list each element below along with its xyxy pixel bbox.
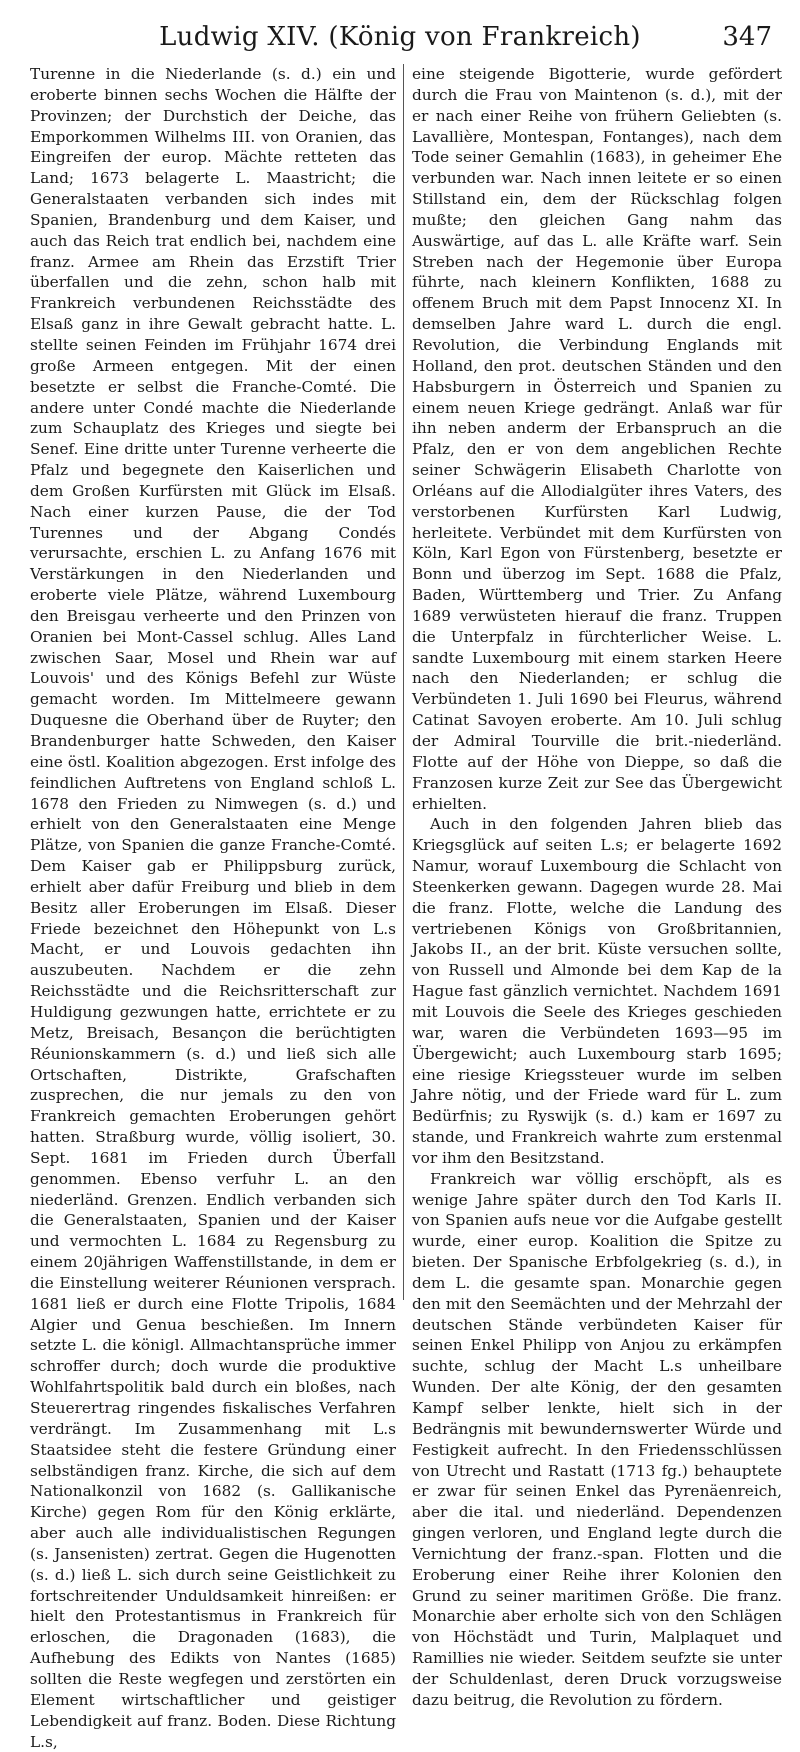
- page-number: 347: [722, 22, 772, 52]
- running-head: Ludwig XIV. (König von Frankreich): [159, 22, 641, 52]
- paragraph-left-1: Turenne in die Niederlande (s. d.) ein und eroberte binnen sechs Wochen die Hälfte der Provinzen; der Durchstich der Deiche, das Emporkommen Wilhelms III. von Oranien, das Eingreifen der europ. Mächte retteten das Land; 1673 belagerte L. Maastricht; die Generalstaaten verbanden sich indes mit Spanien, Brandenburg und dem Kaiser, und auch das Reich trat endlich bei, nachdem eine franz. Armee am Rhein das Erzstift Trier überfallen und die zehn, schon halb mit Frankreich verbundenen Reichsstädte des Elsaß ganz in ihre Gewalt gebracht hatte. L. stellte seinen Feinden im Frühjahr 1674 drei große Armeen entgegen. Mit der einen besetzte er selbst die Franche-Comté. Die andere unter Condé machte die Niederlande zum Schauplatz des Krieges und siegte bei Senef. Eine dritte unter Turenne verheerte die Pfalz und begegnete den Kaiserlichen und dem Großen Kurfürsten mit Glück im Elsaß. Nach einer kurzen Pause, die der Tod Turennes und der Abgang Condés verursachte, erschien L. zu Anfang 1676 mit Verstärkungen in den Niederlanden und eroberte viele Plätze, während Luxembourg den Breisgau verheerte und den Prinzen von Oranien bei Mont-Cassel schlug. Alles Land zwischen Saar, Mosel und Rhein war auf Louvois' und des Königs Befehl zur Wüste gemacht worden. Im Mittelmeere gewann Duquesne die Oberhand über de Ruyter; den Brandenburger hatte Schweden, den Kaiser eine östl. Koalition abgezogen. Erst infolge des feindlichen Auftretens von England schloß L. 1678 den Frieden zu Nimwegen (s. d.) und erhielt von den Generalstaaten eine Menge Plätze, von Spanien die ganze Franche-Comté. Dem Kaiser gab er Philippsburg zurück, erhielt aber dafür Freiburg und blieb in dem Besitz aller Eroberungen im Elsaß. Dieser Friede bezeichnet den Höhepunkt von L.s Macht, er und Louvois gedachten ihn auszubeuten. Nachdem er die zehn Reichsstädte und die Reichsritterschaft zur Huldigung gezwungen hatte, errichtete er zu Metz, Breisach, Besançon die berüchtigten Réunionskammern (s. d.) und ließ sich alle Ortschaften, Distrikte, Grafschaften zusprechen, die nur jemals zu den von Frankreich gemachten Eroberungen gehört hatten. Straßburg wurde, völlig isoliert, 30. Sept. 1681 im Frieden durch Überfall genommen. Ebenso verfuhr L. an den niederländ. Grenzen. Endlich verbanden sich die Generalstaaten, Spanien und der Kaiser und vermochten L. 1684 zu Regensburg zu einem 20jährigen Waffenstillstande, in dem er die Einstellung weiterer Réunionen versprach. 1681 ließ er durch eine Flotte Tripolis, 1684 Algier und Genua beschießen. Im Innern setzte L. die königl. Allmachtansprüche immer schroffer durch; doch wurde die produktive Wohlfahrtspolitik bald durch ein bloßes, nach Steuerertrag ringendes fiskalisches Verfahren verdrängt. Im Zusammenhang mit L.s Staatsidee steht die festere Gründung einer selbständigen franz. Kirche, die sich auf dem Nationalkonzil von 1682 (s. Gallikanische Kirche) gegen Rom für den König erklärte, aber auch alle individualistischen Regungen (s. Jansenisten) zertrat. Gegen die Hugenotten (s. d.) ließ L. sich durch seine Geistlichkeit zu fortschreitender Unduldsamkeit hinreißen: er hielt den Protestantismus in Frankreich für erloschen, die Dragonaden (1683), die Aufhebung des Edikts von Nantes (1685) sollten die Reste wegfegen und zerstörten ein Element wirtschaftlicher und geistiger Lebendigkeit auf franz. Boden. Diese Richtung L.s,: [30, 65, 396, 1751]
- paragraph-right-1: eine steigende Bigotterie, wurde gefördert durch die Frau von Maintenon (s. d.), mit der er nach einer Reihe von frühern Geliebten (s. Lavallière, Montespan, Fontanges), nach dem Tode seiner Gemahlin (1683), in geheimer Ehe verbunden war. Nach innen leitete er so einen Stillstand ein, dem der Rückschlag folgen mußte; den gleichen Gang nahm das Auswärtige, auf das L. alle Kräfte warf. Sein Streben nach der Hegemonie über Europa führte, nach kleinern Konflikten, 1688 zu offenem Bruch mit dem Papst Innocenz XI. In demselben Jahre ward L. durch die engl. Revolution, die Verbindung Englands mit Holland, den prot. deutschen Ständen und den Habsburgern in Österreich und Spanien zu einem neuen Kriege gedrängt. Anlaß war für ihn neben anderm der Erbanspruch an die Pfalz, den er von dem angeblichen Rechte seiner Schwägerin Elisabeth Charlotte von Orléans auf die Allodialgüter ihres Vaters, des verstorbenen Kurfürsten Karl Ludwig, herleitete. Verbündet mit dem Kurfürsten von Köln, Karl Egon von Fürstenberg, besetzte er Bonn und überzog im Sept. 1688 die Pfalz, Baden, Württemberg und Trier. Zu Anfang 1689 verwüsteten hierauf die franz. Truppen die Unterpfalz in fürchterlicher Weise. L. sandte Luxembourg mit einem starken Heere nach den Niederlanden; er schlug die Verbündeten 1. Juli 1690 bei Fleurus, während Catinat Savoyen eroberte. Am 10. Juli schlug der Admiral Tourville die brit.-niederländ. Flotte auf der Höhe von Dieppe, so daß die Franzosen kurze Zeit zur See das Übergewicht erhielten.: [412, 65, 782, 813]
- right-column: [412, 64, 782, 1709]
- column-divider: [403, 64, 404, 1300]
- page-header: [0, 16, 800, 56]
- paragraph-right-2: Auch in den folgenden Jahren blieb das Kriegsglück auf seiten L.s; er belagerte 1692 Namur, worauf Luxembourg die Schlacht von Steenkerken gewann. Dagegen wurde 28. Mai die franz. Flotte, welche die Landung des vertriebenen Königs von Großbritannien, Jakobs II., an der brit. Küste versuchen sollte, von Russell und Almonde bei dem Kap de la Hague fast gänzlich vernichtet. Nachdem 1691 mit Louvois die Seele des Krieges geschieden war, waren die Verbündeten 1693—95 im Übergewicht; auch Luxembourg starb 1695; eine riesige Kriegssteuer wurde im selben Jahre nötig, und der Friede ward für L. zum Bedürfnis; zu Ryswijk (s. d.) kam er 1697 zu stande, und Frankreich wahrte zum erstenmal vor ihm den Besitzstand.: [412, 815, 782, 1167]
- left-column: [30, 64, 396, 1751]
- paragraph-right-3: Frankreich war völlig erschöpft, als es wenige Jahre später durch den Tod Karls II. von Spanien aufs neue vor die Aufgabe gestellt wurde, einer europ. Koalition die Spitze zu bieten. Der Spanische Erbfolgekrieg (s. d.), in dem L. die gesamte span. Monarchie gegen den mit den Seemächten und der Mehrzahl der deutschen Stände verbündeten Kaiser für seinen Enkel Philipp von Anjou zu erkämpfen suchte, schlug der Macht L.s unheilbare Wunden. Der alte König, der den gesamten Kampf selber lenkte, hielt sich in der Bedrängnis mit bewundernswerter Würde und Festigkeit aufrecht. In den Friedensschlüssen von Utrecht und Rastatt (1713 fg.) behauptete er zwar für seinen Enkel das Pyrenäenreich, aber die ital. und niederländ. Dependenzen gingen verloren, und England legte durch die Vernichtung der franz.-span. Flotten und die Eroberung einer Reihe ihrer Kolonien den Grund zu seiner maritimen Größe. Die franz. Monarchie aber erholte sich von den Schlägen von Höchstädt und Turin, Malplaquet und Ramillies nie wieder. Seitdem seufzte sie unter der Schuldenlast, deren Druck vorzugsweise dazu beitrug, die Revolution zu fördern.: [412, 1169, 782, 1709]
